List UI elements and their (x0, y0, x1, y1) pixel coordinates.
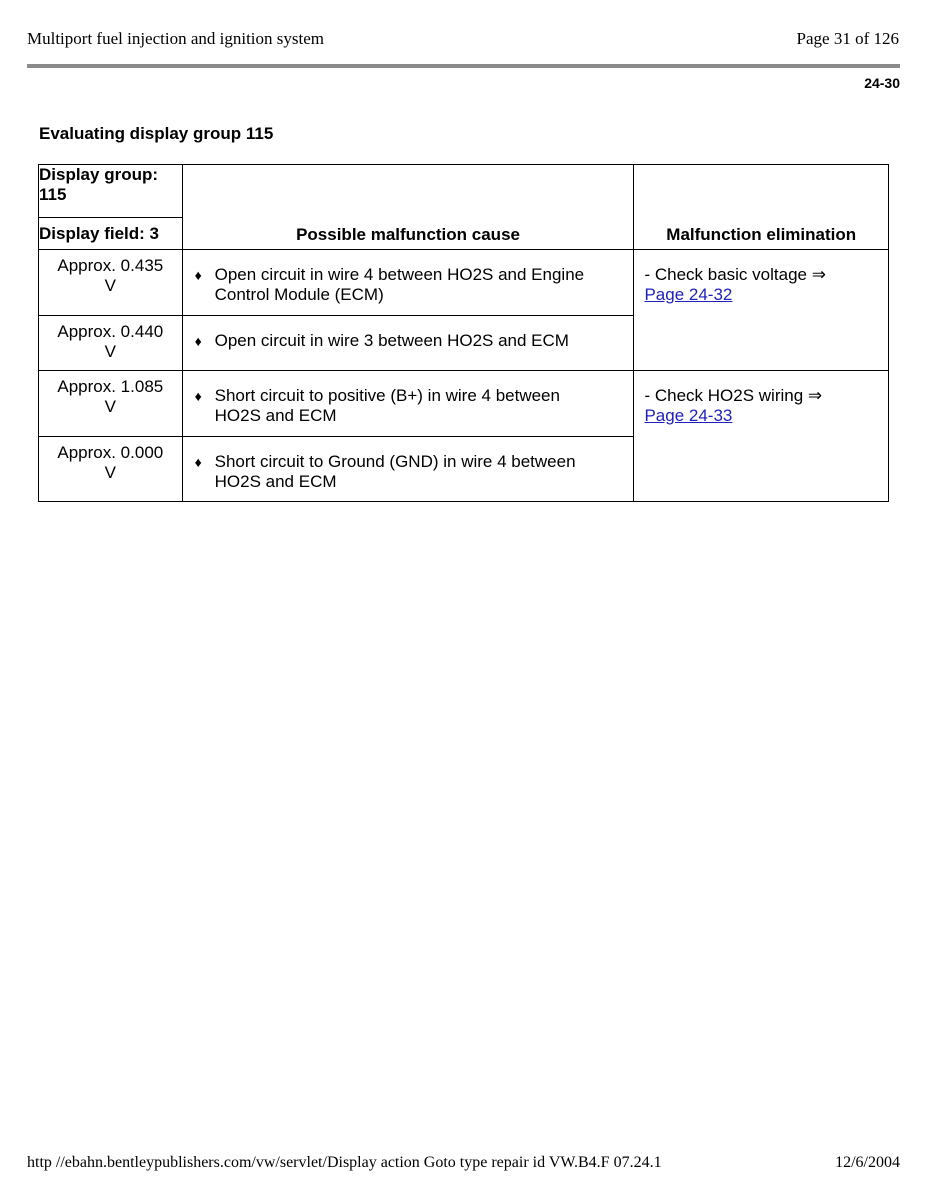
footer-url: http //ebahn.bentleypublishers.com/vw/servlet/Display action Goto type repair id VW.B4.F 07.24.1 (27, 1154, 662, 1171)
malfunction-elimination: - Check basic voltage ⇒ Page 24-32 (634, 250, 889, 371)
page-24-33-link[interactable]: Page 24-33 (644, 406, 733, 425)
document-header-title: Multiport fuel injection and ignition system (27, 29, 324, 48)
voltage-value: Approx. 0.000 V (39, 437, 183, 502)
header-possible-cause: Possible malfunction cause (182, 165, 634, 250)
malfunction-cause: ♦ Short circuit to Ground (GND) in wire 4 between HO2S and ECM (182, 437, 634, 502)
page-code: 24-30 (864, 75, 900, 91)
header-divider (27, 64, 900, 68)
voltage-value: Approx. 0.440 V (39, 316, 183, 371)
header-malfunction-elimination: Malfunction elimination (634, 165, 889, 250)
malfunction-cause: ♦ Open circuit in wire 3 between HO2S and ECM (182, 316, 634, 371)
section-title: Evaluating display group 115 (39, 124, 274, 143)
voltage-value: Approx. 1.085 V (39, 371, 183, 437)
malfunction-elimination: - Check HO2S wiring ⇒ Page 24-33 (634, 371, 889, 502)
page-footer (27, 1154, 900, 1172)
bullet-diamond-icon: ♦ (194, 333, 202, 349)
page-24-32-link[interactable]: Page 24-32 (644, 285, 733, 304)
voltage-value: Approx. 0.435 V (39, 250, 183, 316)
malfunction-cause: ♦ Open circuit in wire 4 between HO2S and Engine Control Module (ECM) (182, 250, 634, 316)
evaluation-table (38, 164, 889, 502)
display-field-label: Display field: 3 (39, 218, 183, 250)
bullet-diamond-icon: ♦ (194, 388, 202, 404)
table-row (39, 250, 889, 316)
page-indicator: Page 31 of 126 (796, 29, 899, 48)
display-group-label: Display group: 115 (39, 165, 183, 218)
table-row (39, 371, 889, 437)
malfunction-cause: ♦ Short circuit to positive (B+) in wire 4 between HO2S and ECM (182, 371, 634, 437)
footer-date: 12/6/2004 (835, 1154, 900, 1171)
bullet-diamond-icon: ♦ (194, 454, 202, 470)
bullet-diamond-icon: ♦ (194, 267, 202, 283)
